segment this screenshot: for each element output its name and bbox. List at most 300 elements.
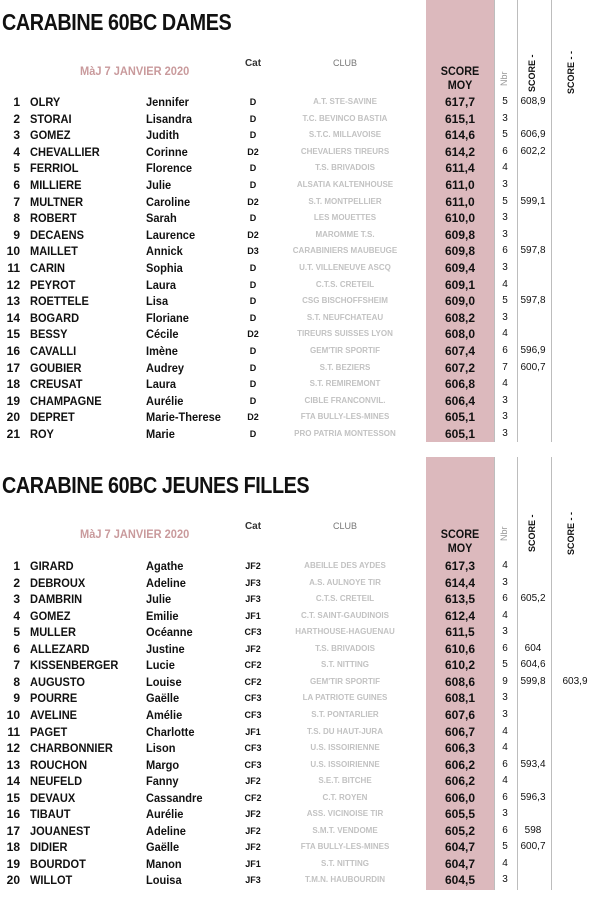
score-1: 598 [524, 824, 542, 836]
first-name: Corinne [146, 144, 188, 159]
category: JF3 [245, 577, 261, 588]
table-row [0, 277, 600, 294]
score-moy: 613,5 [444, 592, 476, 607]
category: JF2 [245, 825, 261, 836]
ranking-section-jeunes-filles [0, 455, 600, 897]
first-name: Manon [146, 856, 182, 871]
score-moy: 617,3 [444, 559, 476, 573]
header-cat: Cat [244, 58, 262, 69]
table-row [0, 608, 600, 625]
category: CF3 [244, 743, 262, 754]
club-name: LES MOUETTES [313, 213, 377, 223]
table-row [0, 194, 600, 211]
last-name: WILLOT [30, 873, 73, 888]
category: CF3 [244, 759, 262, 770]
ranking-section-dames [0, 0, 600, 445]
club-name: C.T.S. CRETEIL [315, 279, 375, 289]
category: D [249, 296, 257, 307]
rank: 6 [13, 178, 20, 192]
first-name: Océanne [146, 625, 193, 640]
first-name: Lison [146, 741, 176, 756]
nbr-count: 3 [502, 394, 508, 406]
first-name: Laura [146, 277, 177, 292]
last-name: AVELINE [30, 707, 78, 722]
rank: 2 [13, 575, 20, 590]
score-moy: 610,0 [444, 211, 476, 226]
score-1: 599,8 [520, 675, 546, 687]
nbr-count: 6 [502, 345, 508, 356]
category: D [249, 429, 257, 439]
nbr-count: 4 [502, 609, 508, 621]
score-moy: 607,6 [444, 707, 476, 722]
club-name: FTA BULLY-LES-MINES [300, 842, 390, 852]
score-moy: 606,3 [444, 741, 476, 756]
club-name: CSG BISCHOFFSHEIM [302, 296, 388, 306]
nbr-count: 6 [502, 791, 508, 803]
table-row [0, 227, 600, 244]
table-row [0, 657, 600, 674]
last-name: GOUBIER [30, 360, 82, 375]
table-row [0, 111, 600, 128]
first-name: Fanny [146, 774, 179, 789]
category: D2 [247, 229, 259, 240]
nbr-count: 3 [502, 626, 508, 638]
last-name: DEVAUX [30, 790, 76, 805]
rank: 19 [6, 856, 20, 871]
score-1: 600,7 [520, 841, 546, 853]
club-name: U.S. ISSOIRIENNE [310, 759, 380, 769]
section-title: CARABINE 60BC JEUNES FILLES [2, 472, 310, 498]
club-name: ASS. VICINOISE TIR [306, 809, 384, 819]
last-name: PEYROT [30, 277, 76, 292]
table-row [0, 127, 600, 144]
club-name: S.T.C. MILLAVOISE [308, 130, 382, 140]
first-name: Annick [146, 244, 183, 259]
club-name: T.S. BRIVADOIS [315, 163, 375, 173]
update-date: MàJ 7 JANVIER 2020 [80, 64, 190, 78]
score-1: 597,8 [520, 295, 546, 307]
score-1: 596,3 [520, 791, 546, 803]
first-name: Amélie [146, 707, 183, 722]
club-name: U.T. VILLENEUVE ASCQ [299, 263, 391, 272]
club-name: S.M.T. VENDOME [312, 825, 378, 835]
nbr-count: 4 [502, 857, 508, 869]
rank: 16 [6, 344, 20, 358]
first-name: Louisa [146, 873, 182, 888]
table-row [0, 326, 600, 343]
nbr-count: 3 [502, 179, 508, 190]
last-name: CREUSAT [30, 377, 83, 392]
last-name: ROUCHON [30, 757, 88, 772]
club-name: T.C. BEVINCO BASTIA [302, 113, 388, 123]
first-name: Adeline [146, 823, 186, 838]
club-name: T.S. BRIVADOIS [315, 643, 375, 653]
rank: 7 [13, 658, 20, 673]
score-moy: 614,2 [444, 144, 476, 159]
club-name: ALSATIA KALTENHOUSE [296, 180, 394, 189]
score-moy: 605,1 [444, 427, 476, 441]
rank: 14 [6, 774, 20, 789]
first-name: Cassandre [146, 790, 203, 805]
score-moy: 608,6 [444, 674, 476, 689]
rank: 17 [6, 823, 20, 838]
table-row [0, 690, 600, 707]
category: CF2 [244, 792, 262, 803]
header-nbr: Nbr [499, 71, 509, 86]
header-cat: Cat [244, 521, 262, 532]
club-name: C.T. SAINT-GAUDINOIS [300, 610, 389, 620]
nbr-count: 5 [502, 659, 508, 671]
last-name: NEUFELD [30, 774, 83, 789]
score-moy: 608,0 [444, 327, 476, 342]
rank: 14 [6, 310, 20, 325]
first-name: Marie-Therese [146, 410, 221, 425]
nbr-count: 4 [502, 328, 508, 340]
header-score-moy: SCORE MOY [440, 64, 480, 92]
category: D [249, 113, 257, 124]
rank: 20 [6, 410, 20, 425]
rank: 5 [13, 161, 20, 176]
first-name: Emilie [146, 608, 179, 623]
table-row [0, 641, 600, 658]
nbr-count: 4 [502, 775, 508, 787]
last-name: ROBERT [30, 211, 77, 226]
score-moy: 614,4 [444, 575, 476, 590]
nbr-count: 4 [502, 378, 508, 390]
first-name: Jennifer [146, 95, 189, 109]
rank: 21 [6, 427, 20, 441]
first-name: Sarah [146, 211, 177, 226]
club-name: CIBLE FRANCONVIL. [304, 395, 386, 405]
category: D [249, 346, 257, 356]
first-name: Agathe [146, 559, 184, 573]
club-name: MAROMME T.S. [315, 229, 375, 239]
last-name: PAGET [30, 724, 68, 739]
rank: 20 [6, 873, 20, 888]
score-1: 600,7 [520, 361, 546, 373]
score-moy: 606,2 [444, 774, 476, 789]
last-name: ROETTELE [30, 294, 89, 309]
rank: 9 [13, 227, 20, 242]
section-title: CARABINE 60BC DAMES [2, 9, 232, 35]
club-name: S.T. NITTING [321, 858, 369, 868]
rank: 18 [6, 840, 20, 855]
table-row [0, 409, 600, 426]
first-name: Gaëlle [146, 840, 180, 855]
nbr-count: 9 [502, 675, 508, 687]
table-row [0, 823, 600, 840]
last-name: DAMBRIN [30, 592, 83, 607]
last-name: MILLIERE [30, 178, 82, 192]
header-club: CLUB [332, 58, 357, 68]
category: D [249, 362, 257, 373]
nbr-count: 6 [502, 145, 508, 157]
score-moy: 604,7 [444, 840, 476, 855]
last-name: DEBROUX [30, 575, 86, 590]
score-moy: 606,8 [444, 377, 476, 392]
category: CF3 [244, 709, 262, 720]
club-name: U.S. ISSOIRIENNE [310, 743, 380, 753]
club-name: LA PATRIOTE GUINES [302, 693, 388, 703]
score-moy: 604,7 [444, 856, 476, 871]
club-name: T.M.N. HAUBOURDIN [305, 875, 385, 885]
score-moy: 607,2 [444, 360, 476, 375]
score-1: 604,6 [520, 659, 546, 671]
score-1: 602,2 [520, 145, 546, 157]
category: CF2 [244, 660, 262, 671]
score-moy: 609,8 [444, 244, 476, 259]
last-name: MAILLET [30, 244, 78, 259]
category: CF2 [244, 676, 262, 687]
table-row [0, 160, 600, 177]
club-name: T.S. DU HAUT-JURA [306, 726, 383, 736]
score-1: 599,1 [520, 195, 546, 207]
category: JF2 [245, 643, 261, 654]
score-moy: 606,4 [444, 393, 476, 408]
first-name: Florence [146, 161, 193, 176]
first-name: Lisandra [146, 111, 193, 126]
rank: 10 [6, 244, 20, 259]
table-row [0, 94, 600, 111]
first-name: Gaëlle [146, 691, 180, 706]
category: JF3 [245, 594, 261, 605]
club-name: CARABINIERS MAUBEUGE [292, 246, 398, 256]
category: D [249, 130, 257, 141]
nbr-count: 6 [502, 758, 508, 770]
score-2: 603,9 [562, 675, 588, 687]
last-name: BOGARD [30, 310, 80, 325]
club-name: S.E.T. BITCHE [318, 776, 372, 786]
last-name: CHEVALLIER [30, 144, 100, 159]
category: D [249, 97, 257, 107]
rank: 8 [13, 674, 20, 689]
table-row [0, 757, 600, 774]
first-name: Floriane [146, 310, 189, 325]
nbr-count: 5 [502, 295, 508, 307]
score-1: 606,9 [520, 129, 546, 141]
nbr-count: 4 [502, 162, 508, 174]
last-name: TIBAUT [30, 807, 71, 822]
rank: 16 [6, 807, 20, 822]
category: JF2 [245, 842, 261, 853]
table-row [0, 360, 600, 377]
nbr-count: 5 [502, 96, 508, 107]
rank: 12 [6, 277, 20, 292]
score-1: 593,4 [520, 758, 546, 770]
rank: 11 [7, 261, 20, 275]
table-row [0, 393, 600, 410]
rank: 10 [6, 707, 20, 722]
nbr-count: 3 [502, 411, 508, 423]
category: JF1 [245, 858, 261, 869]
rank: 15 [6, 790, 20, 805]
rank: 17 [6, 360, 20, 375]
nbr-count: 4 [502, 278, 508, 290]
score-moy: 611,5 [445, 625, 475, 640]
last-name: JOUANEST [30, 823, 91, 838]
table-row [0, 624, 600, 641]
table-row [0, 856, 600, 873]
category: JF1 [245, 610, 261, 621]
score-moy: 611,4 [445, 161, 475, 176]
first-name: Adeline [146, 575, 186, 590]
table-row [0, 591, 600, 608]
nbr-count: 6 [502, 245, 508, 257]
last-name: GOMEZ [30, 128, 71, 143]
nbr-count: 3 [502, 874, 508, 886]
first-name: Margo [146, 757, 180, 772]
rank: 4 [13, 144, 20, 159]
score-moy: 611,0 [445, 194, 475, 209]
category: CF3 [244, 627, 262, 638]
club-name: TIREURS SUISSES LYON [297, 329, 393, 339]
first-name: Justine [146, 641, 185, 656]
last-name: KISSENBERGER [30, 658, 119, 673]
score-moy: 614,6 [444, 128, 476, 143]
header-nbr: Nbr [499, 526, 509, 541]
table-row [0, 293, 600, 310]
club-name: CHEVALIERS TIREURS [300, 146, 390, 156]
last-name: CARIN [30, 261, 65, 275]
club-name: PRO PATRIA MONTESSON [294, 429, 396, 438]
rank: 1 [13, 559, 20, 573]
first-name: Louise [146, 674, 182, 689]
nbr-count: 6 [502, 593, 508, 605]
category: D [249, 213, 257, 224]
nbr-count: 3 [502, 708, 508, 720]
club-name: A.S. AULNOYE TIR [309, 577, 381, 587]
score-moy: 609,1 [444, 277, 476, 292]
club-name: S.T. BEZIERS [319, 362, 371, 372]
table-row [0, 674, 600, 691]
category: D2 [247, 329, 259, 340]
last-name: OLRY [30, 95, 61, 109]
nbr-count: 7 [502, 361, 508, 373]
rank: 11 [7, 724, 20, 739]
score-1: 596,9 [520, 345, 546, 356]
rank: 13 [6, 294, 20, 309]
table-row [0, 575, 600, 592]
nbr-count: 5 [502, 129, 508, 141]
last-name: ROY [30, 427, 54, 441]
header-score-moy: SCORE MOY [440, 527, 480, 555]
nbr-count: 3 [502, 692, 508, 704]
table-row [0, 310, 600, 327]
last-name: DEPRET [30, 410, 75, 425]
rank: 5 [13, 625, 20, 640]
table-row [0, 210, 600, 227]
rank: 3 [13, 592, 20, 607]
rank: 8 [13, 211, 20, 226]
last-name: CHAMPAGNE [30, 393, 102, 408]
last-name: POURRE [30, 691, 78, 706]
first-name: Aurélie [146, 807, 184, 822]
score-1: 597,8 [520, 245, 546, 257]
nbr-count: 6 [502, 642, 508, 654]
nbr-count: 3 [502, 112, 508, 124]
score-moy: 605,2 [444, 823, 476, 838]
first-name: Imène [146, 344, 178, 358]
club-name: A.T. STE-SAVINE [313, 97, 377, 106]
last-name: STORAI [30, 111, 72, 126]
table-row [0, 790, 600, 807]
category: D2 [247, 196, 259, 207]
rank: 2 [13, 111, 20, 126]
score-moy: 607,4 [444, 344, 476, 358]
rank: 4 [13, 608, 20, 623]
score-moy: 609,0 [444, 294, 476, 309]
last-name: AUGUSTO [30, 674, 86, 689]
score-moy: 606,0 [444, 790, 476, 805]
club-name: ABEILLE DES AYDES [304, 561, 386, 570]
rank: 15 [6, 327, 20, 342]
score-moy: 605,5 [444, 807, 476, 822]
score-moy: 610,6 [444, 641, 476, 656]
last-name: ALLEZARD [30, 641, 90, 656]
score-moy: 604,5 [444, 873, 476, 888]
first-name: Lucie [146, 658, 175, 673]
table-row [0, 872, 600, 889]
club-name: GEM'TIR SPORTIF [310, 346, 380, 355]
table-row [0, 144, 600, 161]
table-row [0, 724, 600, 741]
last-name: BESSY [30, 327, 68, 342]
rank: 7 [13, 194, 20, 209]
first-name: Aurélie [146, 393, 184, 408]
score-moy: 615,1 [444, 111, 476, 126]
last-name: DIDIER [30, 840, 68, 855]
last-name: MULTNER [30, 194, 84, 209]
category: D [249, 312, 257, 323]
category: D [249, 163, 257, 174]
category: D2 [247, 146, 259, 157]
last-name: FERRIOL [30, 161, 79, 176]
first-name: Charlotte [146, 724, 195, 739]
score-moy: 609,4 [444, 261, 476, 275]
rank: 18 [6, 377, 20, 392]
score-1: 605,2 [520, 593, 546, 605]
score-moy: 610,2 [444, 658, 476, 673]
score-1: 608,9 [520, 96, 546, 107]
table-row [0, 707, 600, 724]
category: D [249, 379, 257, 390]
nbr-count: 3 [502, 228, 508, 240]
rank: 1 [13, 95, 20, 109]
first-name: Caroline [146, 194, 191, 209]
score-1: 604 [524, 642, 542, 654]
club-name: S.T. PONTARLIER [311, 709, 379, 719]
nbr-count: 3 [502, 428, 508, 439]
category: D [249, 180, 257, 190]
update-date: MàJ 7 JANVIER 2020 [80, 527, 190, 541]
rank: 19 [6, 393, 20, 408]
club-name: C.T.S. CRETEIL [315, 594, 375, 604]
first-name: Lisa [146, 294, 169, 309]
last-name: CHARBONNIER [30, 741, 113, 756]
table-row [0, 343, 600, 360]
score-moy: 605,1 [444, 410, 476, 425]
category: D [249, 279, 257, 290]
club-name: S.T. MONTPELLIER [308, 196, 382, 206]
score-moy: 608,1 [444, 691, 476, 706]
table-row [0, 177, 600, 194]
club-name: S.T. REMIREMONT [309, 379, 381, 389]
category: D [249, 395, 257, 406]
nbr-count: 3 [502, 576, 508, 588]
club-name: S.T. NITTING [321, 660, 369, 670]
nbr-count: 6 [502, 824, 508, 836]
category: CF3 [244, 693, 262, 704]
